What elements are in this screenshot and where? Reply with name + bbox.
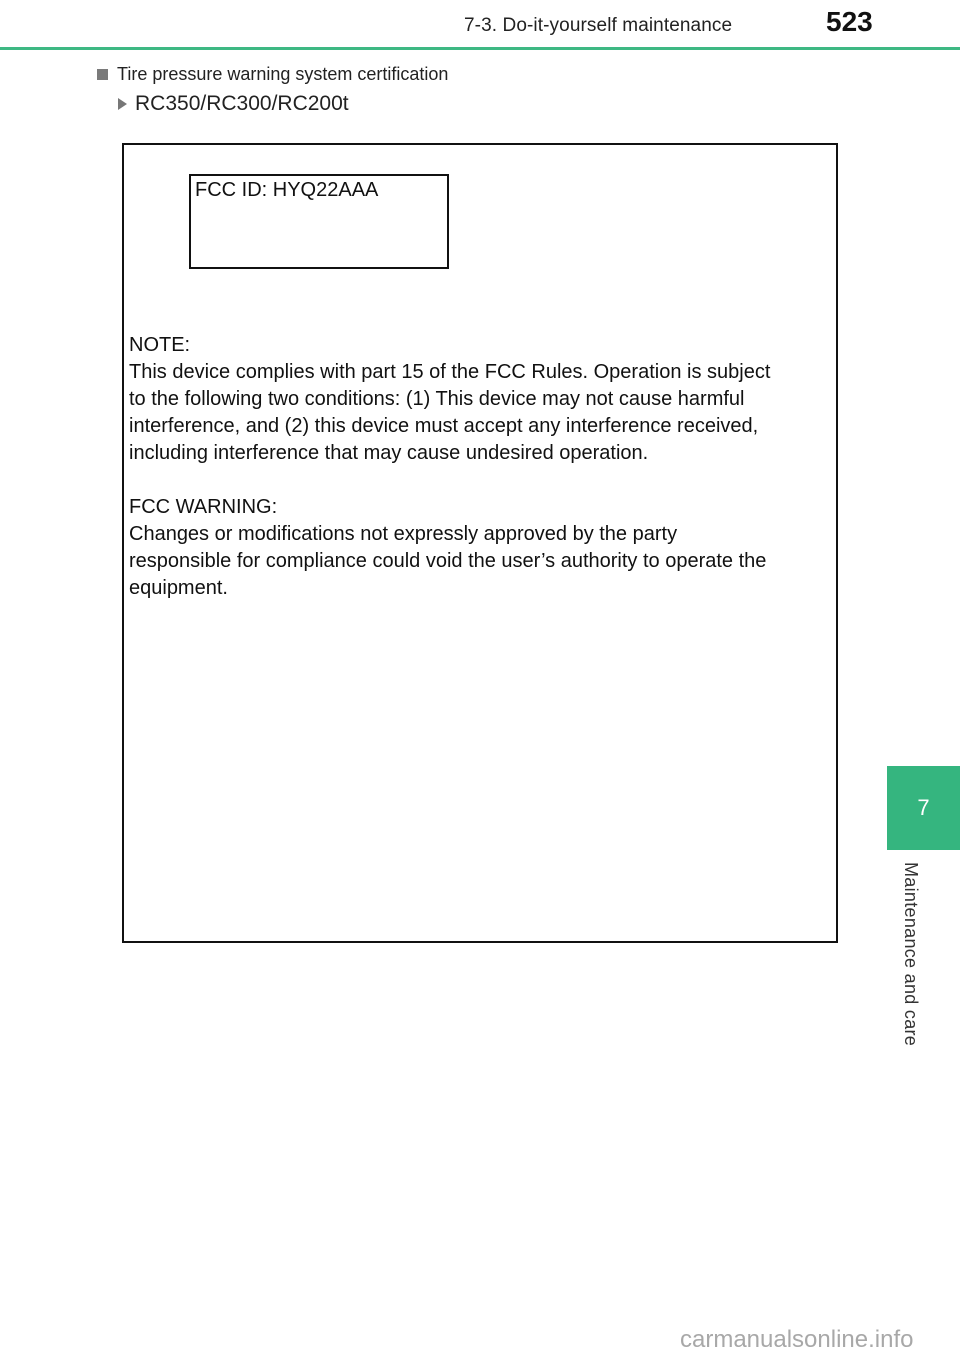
warning-line: responsible for compliance could void the user’s authority to operate the — [129, 550, 767, 572]
page-number: 523 — [826, 6, 873, 37]
chapter-tab — [887, 766, 960, 850]
note-heading: NOTE: — [129, 334, 191, 356]
section-heading — [97, 64, 448, 85]
note-line: This device complies with part 15 of the FCC Rules. Operation is subject — [129, 361, 771, 383]
section-heading-text: Tire pressure warning system certification — [117, 64, 449, 84]
chapter-label: Maintenance and care — [901, 862, 921, 1047]
watermark: carmanualsonline.info — [680, 1326, 914, 1353]
model-line — [118, 92, 349, 116]
square-bullet-icon — [97, 69, 108, 80]
model-text: RC350/RC300/RC200t — [135, 92, 349, 115]
certification-label — [122, 143, 838, 943]
header-rule — [0, 47, 960, 50]
warning-heading: FCC WARNING: — [129, 496, 278, 518]
chapter-number: 7 — [917, 795, 930, 820]
warning-line: equipment. — [129, 577, 228, 599]
note-line: interference, and (2) this device must accept any interference received, — [129, 415, 759, 437]
note-line: to the following two conditions: (1) This device may not cause harmful — [129, 388, 745, 410]
warning-line: Changes or modifications not expressly approved by the party — [129, 523, 678, 545]
triangle-bullet-icon — [118, 98, 127, 110]
header-title: 7-3. Do-it-yourself maintenance — [464, 15, 733, 36]
fcc-id-box — [189, 174, 449, 269]
fcc-id: FCC ID: HYQ22AAA — [195, 179, 379, 201]
note-line: including interference that may cause undesired operation. — [129, 442, 649, 464]
fcc-notice — [129, 332, 831, 602]
